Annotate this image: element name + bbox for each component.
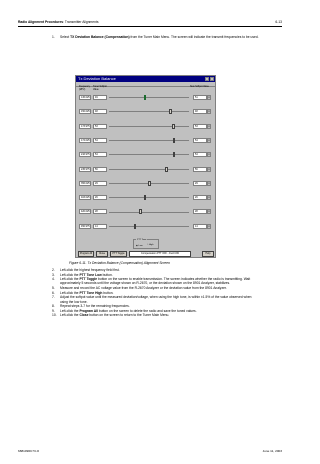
slider-thumb[interactable] [173, 152, 176, 157]
slider-track[interactable] [109, 97, 189, 98]
slider-track[interactable] [109, 154, 189, 155]
ptt-tone-legend: PTT Tone [137, 238, 147, 241]
header-title [18, 20, 99, 24]
new-value-field[interactable]: 51 [193, 95, 207, 100]
dialog-button-bar [78, 251, 213, 257]
ptt-toggle-button[interactable]: PTT Toggle [110, 251, 127, 257]
ptt-high-radio[interactable]: ○ High [147, 244, 154, 246]
tx-deviation-dialog [75, 75, 216, 258]
step-text-post: button. [102, 290, 114, 295]
frequency-field: 356.025 [81, 181, 90, 185]
slider-track[interactable] [109, 140, 189, 141]
softpot-row [79, 109, 211, 117]
spinner-arrow-icon[interactable]: ▾ [208, 96, 210, 99]
step-number: 4. [52, 277, 55, 282]
slider-thumb[interactable] [139, 209, 142, 214]
spinner-arrow-icon[interactable]: ▾ [208, 153, 210, 157]
slider-thumb[interactable] [173, 138, 176, 143]
slider-track[interactable] [109, 126, 189, 127]
current-value-field[interactable]: 48 [93, 109, 107, 114]
frequency-field: 216.975 [81, 153, 90, 157]
step-text-post: button on the screen to delete the radio and save the tuned values. [98, 308, 197, 313]
page-header [18, 20, 282, 30]
step-number: 6. [52, 290, 55, 295]
header-subsection: : Transmitter Alignments [63, 20, 99, 24]
spinner-arrow-icon[interactable]: ▾ [208, 110, 210, 114]
softpot-row [79, 181, 211, 189]
softpot-row [79, 124, 211, 132]
ptt-tone-group [133, 239, 159, 249]
procedure-step [52, 277, 260, 286]
new-value-field[interactable]: 14 [193, 224, 207, 229]
figure-caption: Figure 6-11. Tx Deviation Balance (Compensation) Alignment Screen [69, 261, 170, 265]
current-value-field[interactable]: 29 [93, 181, 107, 186]
slider-track[interactable] [109, 169, 189, 170]
header-rule [18, 26, 282, 27]
softpot-row [79, 195, 211, 203]
col-header-tuner-value: Tuner Softpot Value [93, 86, 107, 91]
new-value-field[interactable]: 26 [193, 195, 207, 200]
softpot-row [79, 167, 211, 175]
step-text-pre: Select [60, 35, 71, 39]
step-text-post: button. [101, 272, 113, 277]
step-text-bold: PTT Toggle [79, 277, 98, 282]
softpot-row [79, 138, 211, 146]
step-number: 8. [52, 304, 55, 309]
status-field: Compensation PTT OFF - Fwd 0.80 [129, 251, 191, 257]
frequency-field: 150.025 [81, 110, 90, 114]
close-icon[interactable] [210, 77, 214, 81]
page-number: 6-13 [275, 20, 282, 24]
slider-thumb[interactable] [144, 95, 147, 100]
doc-date: June 11, 2003 [262, 449, 282, 453]
new-value-field[interactable]: 56 [193, 167, 207, 172]
step-text-pre: Repeat steps 3-7 for the remaining frequencies. [60, 304, 130, 309]
step-number: 9. [52, 308, 55, 313]
slider-track[interactable] [109, 111, 189, 112]
procedure-step [52, 313, 260, 318]
step-text-pre: Left-click the [60, 277, 80, 282]
slider-track[interactable] [109, 226, 189, 227]
spinner-arrow-icon[interactable]: ▾ [208, 138, 210, 142]
procedure-step [52, 295, 260, 304]
step-text-post: button on the screen to return to the Tuner Main Menu. [88, 313, 170, 318]
step-number: 3. [52, 272, 55, 277]
slider-thumb[interactable] [169, 109, 172, 114]
ptt-low-radio[interactable]: ◉ Low [136, 245, 143, 247]
slider-track[interactable] [109, 212, 189, 213]
current-value-field[interactable]: 54 [93, 138, 107, 143]
slider-thumb[interactable] [148, 181, 151, 186]
col-header-frequency: Frequency (MHz) [79, 86, 90, 91]
header-section: Radio Alignment Procedures [18, 20, 64, 24]
softpot-row [79, 95, 211, 103]
slider-thumb[interactable] [165, 167, 168, 172]
step-number: 1. [52, 35, 55, 39]
step-text-bold: PTT Tone Low [79, 272, 102, 277]
current-value-field[interactable]: 49 [93, 95, 107, 100]
help-button[interactable]: Help [202, 251, 214, 257]
current-value-field[interactable]: 26 [93, 195, 107, 200]
spinner-arrow-icon[interactable]: ▾ [208, 167, 210, 171]
current-value-field[interactable]: 14 [93, 224, 107, 229]
doc-number: 6881096C73-O [18, 449, 40, 453]
close-button[interactable]: Close [96, 251, 108, 257]
current-value-field[interactable]: 28 [93, 209, 107, 214]
new-value-field[interactable]: 28 [193, 209, 207, 214]
step-number: 10. [52, 313, 57, 318]
step-number: 5. [52, 286, 55, 291]
step-text-bold: PTT Tone High [79, 290, 103, 295]
frequency-field: 136.025 [81, 96, 90, 99]
step-number: 2. [52, 268, 55, 272]
step-text-bold: Program All [79, 308, 99, 313]
dialog-title: Tx Deviation Balance [78, 76, 116, 81]
new-value-field[interactable]: 48 [193, 109, 207, 114]
slider-thumb[interactable] [144, 195, 147, 200]
softpot-row [79, 209, 211, 217]
new-value-field[interactable]: 53 [193, 124, 207, 129]
current-value-field[interactable]: 53 [93, 124, 107, 129]
step-text-pre: Left-click the [60, 290, 80, 295]
spinner-arrow-icon[interactable]: ▾ [208, 224, 210, 228]
procedure-steps [52, 268, 260, 318]
step-text-pre: Left-click the [60, 313, 80, 318]
program-all-button[interactable]: Program All [79, 252, 93, 255]
frequency-field: 403.025 [81, 196, 90, 200]
step-text-pre: Left-click the [60, 308, 80, 313]
spinner-arrow-icon[interactable]: ▾ [208, 181, 210, 185]
current-value-field[interactable]: 56 [93, 167, 107, 172]
new-value-field[interactable]: 29 [193, 181, 207, 186]
frequency-field: 420.025 [81, 210, 90, 214]
frequency-field: 245.975 [81, 167, 90, 171]
spinner-arrow-icon[interactable]: ▾ [208, 196, 210, 200]
slider-thumb[interactable] [134, 224, 137, 229]
softpot-row [79, 224, 211, 232]
frequency-field: 173.975 [81, 124, 90, 128]
new-value-field[interactable]: 54 [193, 138, 207, 143]
new-value-field[interactable]: 54 [193, 152, 207, 157]
spinner-arrow-icon[interactable]: ▾ [208, 124, 210, 128]
frequency-field: 174.025 [81, 138, 90, 142]
spinner-arrow-icon[interactable]: ▾ [208, 210, 210, 214]
step-text-pre: Measure and record the AC voltage value from the R-2670 Analyzer or the deviation value from the 8901 Analyzer. [60, 286, 227, 291]
frequency-field: 450.975 [81, 224, 90, 228]
step-text-pre: Left-click the [60, 272, 80, 277]
ptt-low-label: Low [138, 245, 143, 247]
step-number: 7. [52, 295, 55, 300]
softpot-row [79, 152, 211, 160]
step-text-bold: TX Deviation Balance (Compensation) [70, 35, 130, 39]
step-text-post: from the Tuner Main Menu. The screen will indicate the transmit frequencies to be used. [129, 35, 259, 39]
slider-track[interactable] [109, 197, 189, 198]
step-1 [52, 35, 260, 39]
step-text-pre: Adjust the softpot value until the measured deviation/voltage, when using the high tone, is within ±1.5% of the value observed when using the low tone. [60, 295, 252, 304]
step-text-bold: Close [79, 313, 89, 318]
step-text-post: button on the screen to enable transmission. The screen indicates whether the radio is transmitting. Wait approximately 5 seconds until the voltage shown on R-2670, or the deviation shown on the 8901 Analyzer, stabilizes. [60, 277, 251, 286]
ptt-high-label: High [148, 244, 154, 246]
col-header-new-value: New Softpot Value [190, 86, 209, 88]
current-value-field[interactable]: 54 [93, 152, 107, 157]
slider-thumb[interactable] [172, 124, 175, 129]
step-text-pre: Left-click the highest frequency field first. [60, 268, 120, 272]
minimize-icon[interactable] [205, 77, 209, 81]
